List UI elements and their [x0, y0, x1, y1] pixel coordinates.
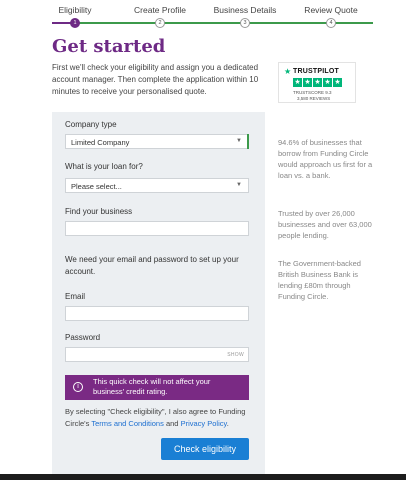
company-type-select[interactable]: [65, 134, 249, 149]
trustpilot-reviews: 3,580 REVIEWS: [297, 96, 331, 101]
trustpilot-score: TRUSTSCORE 9.3: [293, 90, 332, 95]
find-business-input[interactable]: [65, 221, 249, 236]
info-icon: i: [73, 382, 83, 392]
trustpilot-rating-stars: [293, 78, 342, 87]
account-setup-text: We need your email and password to set up your account.: [65, 255, 239, 276]
email-field[interactable]: [65, 306, 249, 321]
credit-notice: [65, 375, 249, 400]
terms-link[interactable]: Terms and Conditions: [91, 419, 164, 428]
star-icon: ★: [294, 79, 301, 86]
find-business-label: Find your business: [65, 207, 133, 216]
show-password-toggle[interactable]: SHOW: [227, 352, 244, 358]
step-dot-2: 2: [155, 18, 165, 28]
trustpilot-badge[interactable]: [278, 62, 356, 103]
step-label-business-details: Business Details: [213, 5, 277, 15]
star-icon: ★: [314, 79, 321, 86]
company-type-label: Company type: [65, 120, 117, 129]
progress-stepper: [0, 0, 406, 34]
company-type-value: Limited Company: [71, 138, 130, 147]
agreement-prefix: By selecting "Check eligibility", I also agree to Funding Circle's: [65, 407, 246, 428]
agreement-text: [65, 406, 255, 430]
loan-purpose-select[interactable]: [65, 178, 249, 193]
agreement-period: .: [226, 419, 229, 428]
password-label: Password: [65, 333, 101, 342]
agreement-and: and: [165, 419, 179, 428]
loan-purpose-label: What is your loan for?: [65, 162, 143, 171]
side-stat-loyalty: 94.6% of businesses that borrow from Funding Circle would approach us first for a loan vs. a bank.: [278, 138, 373, 180]
step-label-eligibility: Eligibility: [58, 5, 92, 15]
privacy-link[interactable]: Privacy Policy: [180, 419, 227, 428]
side-stat-trust: Trusted by over 26,000 businesses and over 63,000 people lending.: [278, 209, 372, 240]
step-dot-4: 4: [326, 18, 336, 28]
side-stat-government: The Government-backed British Business Bank is lending £80m through Funding Circle.: [278, 259, 361, 301]
trustpilot-star-icon: ★: [284, 67, 292, 76]
step-dot-3: 3: [240, 18, 250, 28]
chevron-down-icon: ▼: [236, 138, 242, 144]
star-icon: ★: [304, 79, 311, 86]
trustpilot-logo: TRUSTPILOT: [293, 68, 339, 75]
email-label: Email: [65, 292, 86, 301]
page-title: Get started: [52, 36, 166, 57]
star-icon: ★: [334, 79, 341, 86]
valid-indicator: [247, 134, 249, 149]
step-label-create-profile: Create Profile: [134, 5, 186, 15]
check-eligibility-button[interactable]: Check eligibility: [161, 438, 249, 460]
window-bottom-edge: [0, 474, 406, 480]
intro-text: First we'll check your eligibility and assign you a dedicated account manager. Then complete the application within 10 minutes to receive your personalised quote.: [52, 63, 259, 96]
credit-notice-text: This quick check will not affect your business' credit rating.: [93, 377, 211, 396]
step-dot-1: 1: [70, 18, 80, 28]
star-icon: ★: [324, 79, 331, 86]
step-label-review-quote: Review Quote: [304, 5, 358, 15]
chevron-down-icon: ▼: [236, 182, 242, 188]
loan-purpose-value: Please select...: [71, 182, 122, 191]
eligibility-form: [52, 112, 265, 480]
password-field[interactable]: [65, 347, 249, 362]
